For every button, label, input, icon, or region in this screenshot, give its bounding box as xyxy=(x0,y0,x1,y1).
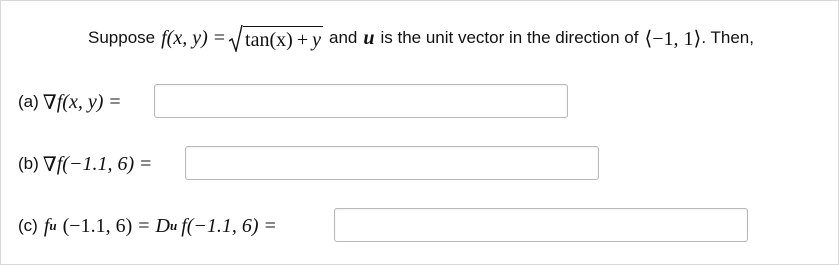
part-b-label: (b) xyxy=(18,154,39,173)
equals-sign: = xyxy=(138,214,150,237)
question-statement xyxy=(88,22,754,54)
intro-and: and xyxy=(328,28,358,47)
part-a-answer-input[interactable] xyxy=(154,84,568,118)
equals-sign: = xyxy=(109,90,121,113)
equals-sign: = xyxy=(264,214,276,237)
part-b-answer-input[interactable] xyxy=(185,146,599,180)
nabla-symbol: ∇ xyxy=(42,91,57,114)
intro-prefix: Suppose xyxy=(88,28,156,47)
part-c-label: (c) xyxy=(18,216,38,235)
evaluation-point: (−1.1, 6) xyxy=(62,214,133,237)
function-lhs: f(x, y) xyxy=(161,26,208,49)
direction-vector: ⟨−1, 1⟩ xyxy=(644,27,702,50)
radicand-tan: tan(x) xyxy=(245,29,293,51)
subscript-u: u xyxy=(169,218,178,233)
part-a-prompt xyxy=(18,86,121,118)
part-a-label: (a) xyxy=(18,92,39,111)
radicand xyxy=(243,26,323,52)
directional-derivative-D: D xyxy=(155,214,170,237)
part-c-prompt xyxy=(18,210,276,242)
part-b-prompt xyxy=(18,148,151,180)
plus-sign: + xyxy=(296,29,309,51)
part-c-answer-input[interactable] xyxy=(334,208,748,242)
part-b-expression: f(−1.1, 6) xyxy=(56,152,135,175)
part-a-expression: f(x, y) xyxy=(56,90,104,113)
intro-suffix: . Then, xyxy=(701,28,754,47)
radical-sign-icon xyxy=(229,24,243,52)
intro-middle: is the unit vector in the direction of xyxy=(380,28,639,47)
directional-f: f xyxy=(43,214,50,237)
subscript-u: u xyxy=(49,218,57,233)
radicand-y: y xyxy=(312,29,321,51)
square-root xyxy=(229,24,323,52)
equals-sign: = xyxy=(140,152,152,175)
equals-sign: = xyxy=(213,26,226,49)
nabla-symbol: ∇ xyxy=(42,153,57,176)
vector-u: u xyxy=(363,26,375,49)
part-c-expression: f(−1.1, 6) xyxy=(181,214,259,237)
